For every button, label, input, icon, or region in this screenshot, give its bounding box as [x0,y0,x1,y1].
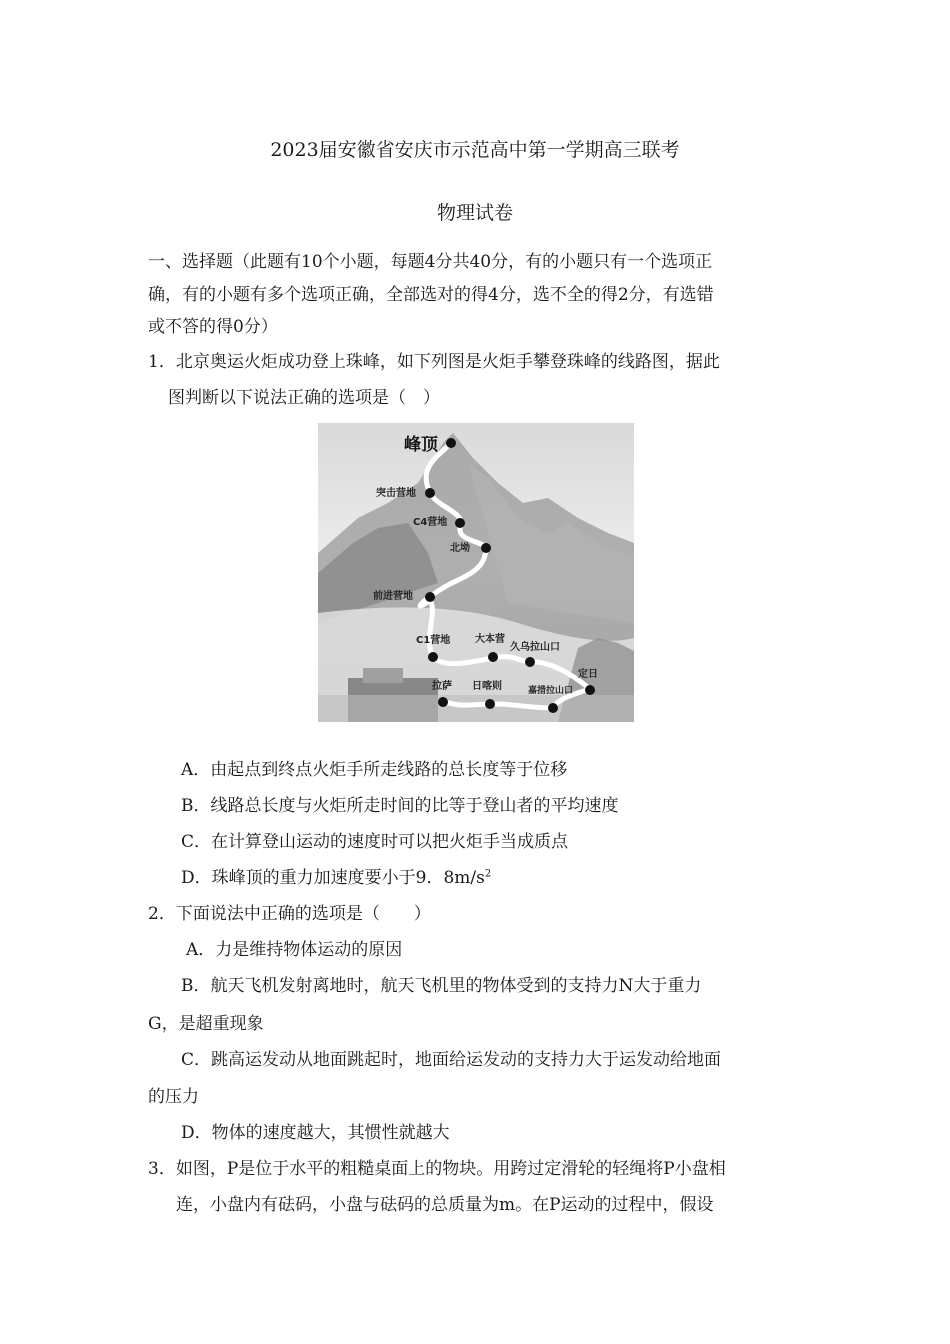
option-c: C．跳高运发动从地面跳起时，地面给运发动的支持力大于运发动给地面 [181,1050,722,1070]
map-point-camp [425,592,435,602]
map-label-camp: 北坳 [450,543,470,554]
option-b-cont: G，是超重现象 [148,1014,264,1034]
map-point-camp [585,685,595,695]
question-stem: 3．如图，P是位于水平的粗糙桌面上的物块。用跨过定滑轮的轻绳将P小盘相 [148,1159,726,1179]
map-label-peak: 峰顶 [404,435,438,455]
map-label-camp: 突击营地 [376,488,416,499]
map-point-camp [425,488,435,498]
option-a: A．由起点到终点火炬手所走线路的总长度等于位移 [181,760,568,780]
map-label-camp: 拉萨 [432,681,452,692]
question-stem: 图判断以下说法正确的选项是（ ） [168,388,440,408]
option-d: D．物体的速度越大，其惯性就越大 [181,1123,450,1143]
map-label-camp: 定日 [578,669,598,680]
exam-title: 2023届安徽省安庆市示范高中第一学期高三联考 [270,139,680,161]
question-stem: 2．下面说法中正确的选项是（ ） [148,904,431,924]
option-d-exponent: 2 [484,868,492,880]
question-stem: 连，小盘内有砝码，小盘与砝码的总质量为m。在P运动的过程中，假设 [176,1195,714,1215]
map-label-camp: 大本营 [475,634,505,645]
map-point-camp [548,703,558,713]
map-point-camp [481,543,491,553]
map-label-camp: 前进营地 [373,591,413,602]
instruction-line: 确，有的小题有多个选项正确，全部选对的得4分，选不全的得2分，有选错 [148,285,714,305]
map-label-camp: 日喀则 [472,681,502,692]
map-point-camp [438,697,448,707]
map-point-peak [446,438,456,448]
option-c: C．在计算登山运动的速度时可以把火炬手当成质点 [181,832,569,852]
everest-route-map [318,423,634,722]
map-label-camp: C1营地 [416,635,451,646]
map-label-camp: 久乌拉山口 [510,642,560,653]
question-stem: 1．北京奥运火炬成功登上珠峰，如下列图是火炬手攀登珠峰的线路图，据此 [148,352,720,372]
option-d [181,867,491,889]
map-label-camp: 嘉措拉山口 [528,686,574,696]
option-b: B．线路总长度与火炬所走时间的比等于登山者的平均速度 [181,796,619,816]
map-label-camp: C4营地 [413,517,448,528]
option-a: A．力是维持物体运动的原因 [186,940,403,960]
option-c-cont: 的压力 [148,1087,199,1107]
map-point-camp [428,652,438,662]
map-point-camp [485,699,495,709]
instruction-line: 一、选择题（此题有10个小题，每题4分共40分，有的小题只有一个选项正 [148,252,713,272]
instruction-line: 或不答的得0分） [148,317,278,337]
map-point-camp [488,652,498,662]
exam-subtitle: 物理试卷 [436,202,513,224]
option-d-text: D．珠峰顶的重力加速度要小于9．8m/s [181,868,485,888]
option-b: B．航天飞机发射离地时，航天飞机里的物体受到的支持力N大于重力 [181,976,702,996]
map-point-camp [525,657,535,667]
map-point-camp [455,518,465,528]
